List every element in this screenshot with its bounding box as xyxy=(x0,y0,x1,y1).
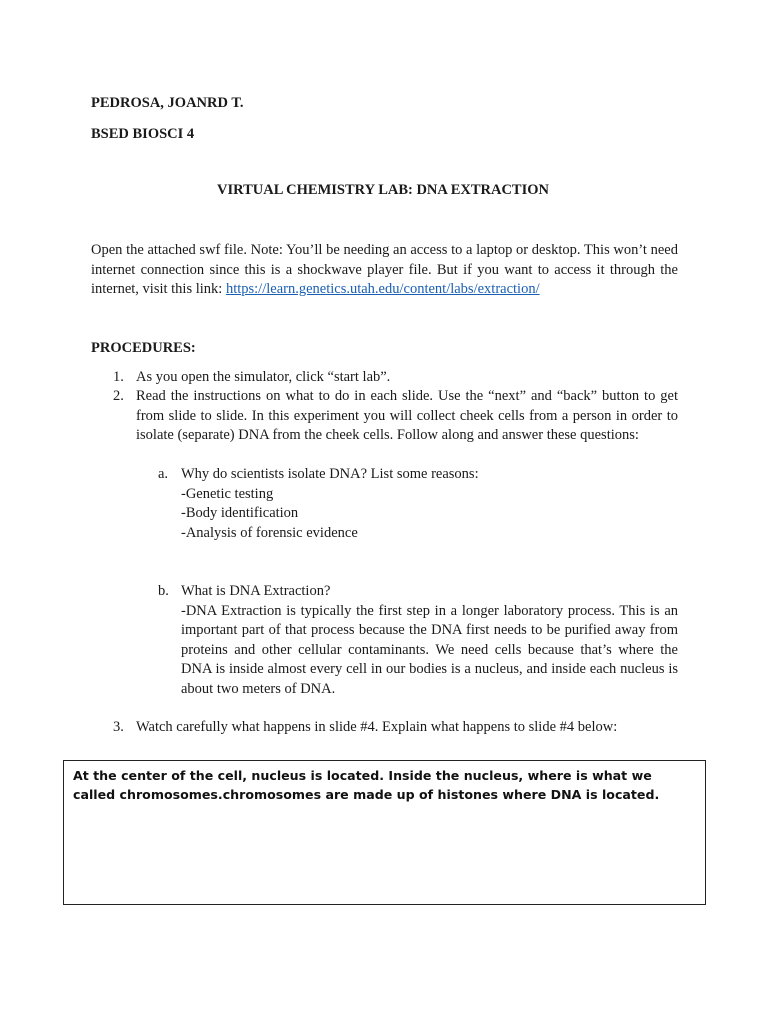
student-name: PEDROSA, JOANRD T. xyxy=(91,95,244,111)
answer-line: -Analysis of forensic evidence xyxy=(181,524,358,541)
answer-text-box[interactable]: At the center of the cell, nucleus is located. Inside the nucleus, where is what we called chromosomes.chromosomes are made up of histones where DNA is located. xyxy=(63,760,706,905)
item-number: 2. xyxy=(113,388,124,404)
question-text: What is DNA Extraction? xyxy=(181,583,331,599)
procedure-step-1: As you open the simulator, click “start lab”. xyxy=(136,369,391,385)
intro-paragraph xyxy=(91,241,678,300)
sub-question-a xyxy=(181,465,678,543)
procedure-step-3: Watch carefully what happens in slide #4. Explain what happens to slide #4 below: xyxy=(136,719,618,735)
answer-paragraph: -DNA Extraction is typically the first step in a longer laboratory process. This is an important part of that process because the DNA first needs to be purified away from proteins and other cellular contaminants. We need cells because that’s where the DNA is inside almost every cell in our bodies is a nucleus, and inside each nucleus is about two meters of DNA. xyxy=(181,602,678,697)
sub-question-b xyxy=(181,582,678,700)
intro-text: Open the attached swf file. Note: You’ll be needing an access to a laptop or desktop. This won’t need internet connection since this is a shockwave player file. But if you want to access it through the internet, visit this link: xyxy=(91,242,678,298)
answer-line: -Genetic testing xyxy=(181,485,274,502)
sub-item-label: b. xyxy=(158,583,169,599)
procedure-step-2: Read the instructions on what to do in each slide. Use the “next” and “back” button to get from slide to slide. In this experiment you will collect cheek cells from a person in order to isolate (separate) DNA from the cheek cells. Follow along and answer these questions: xyxy=(136,388,678,444)
item-number: 1. xyxy=(113,369,124,385)
item-number: 3. xyxy=(113,719,124,735)
extraction-lab-link[interactable]: https://learn.genetics.utah.edu/content/labs/extraction/ xyxy=(225,281,540,298)
question-text: Why do scientists isolate DNA? List some reasons: xyxy=(181,466,479,482)
procedures-heading: PROCEDURES: xyxy=(91,340,196,356)
course-label: BSED BIOSCI 4 xyxy=(91,126,195,142)
sub-item-label: a. xyxy=(158,466,169,482)
answer-line: -Body identification xyxy=(181,505,299,522)
document-title: VIRTUAL CHEMISTRY LAB: DNA EXTRACTION xyxy=(217,182,549,198)
